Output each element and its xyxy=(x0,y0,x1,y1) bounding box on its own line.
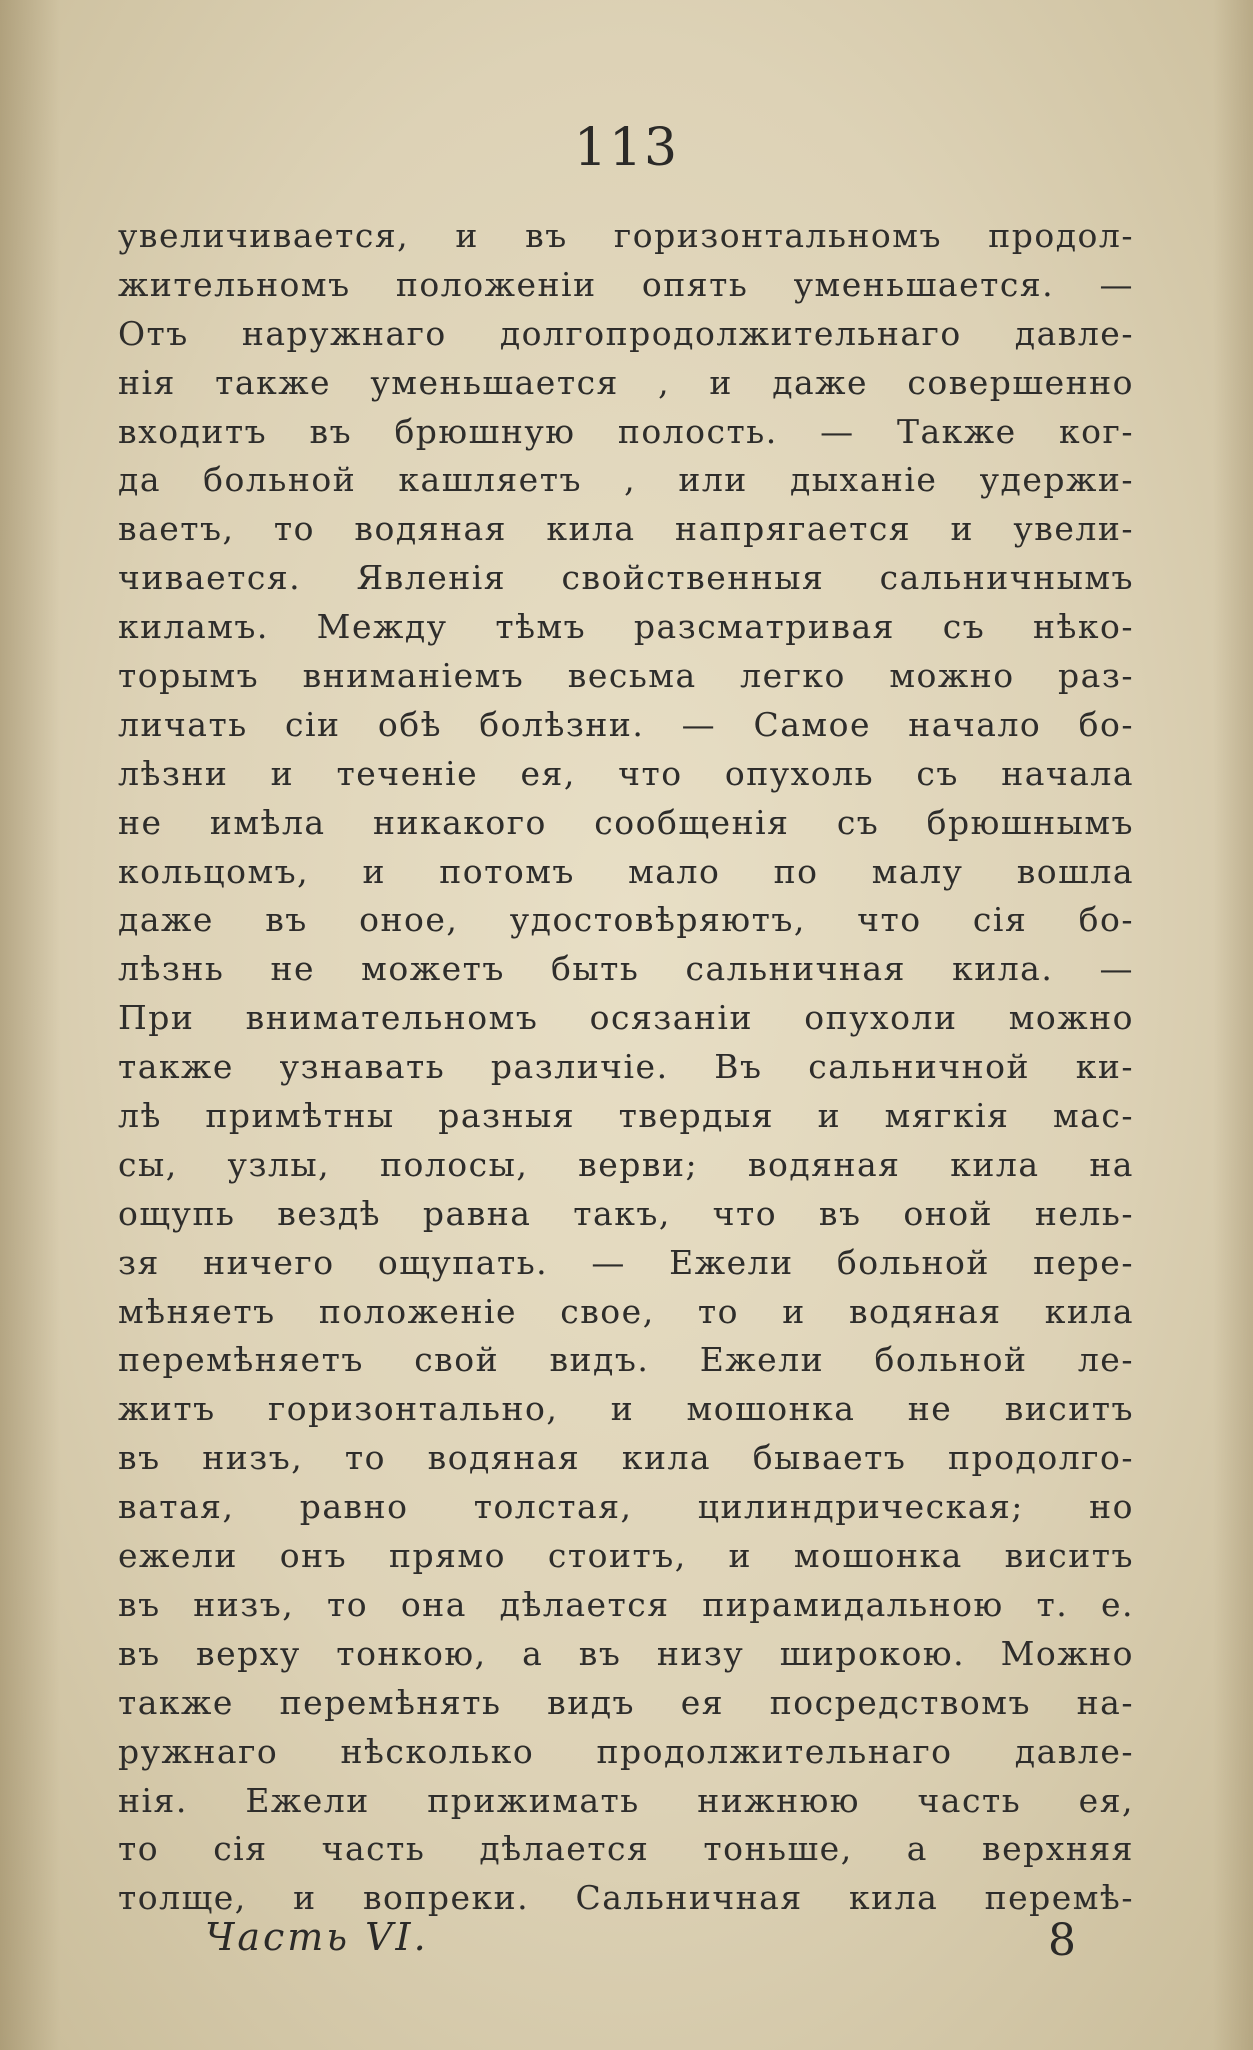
text-line: да больной кашляетъ , или дыханiе удержи- xyxy=(118,460,1134,500)
page-number: 113 xyxy=(573,118,680,178)
text-line: ощупь вездѣ равна такъ, что въ оной нель- xyxy=(118,1193,1134,1233)
text-line: въ низъ, то водяная кила бываетъ продолго- xyxy=(118,1438,1134,1478)
text-line: сы, узлы, полосы, верви; водяная кила на xyxy=(118,1144,1134,1184)
text-line: ежели онъ прямо стоитъ, и мошонка виситъ xyxy=(118,1536,1134,1576)
text-line: также узнавать различiе. Въ сальничной ки- xyxy=(118,1047,1134,1087)
text-line: лѣзни и теченiе ея, что опухоль съ начала xyxy=(118,753,1134,793)
page-edge-shadow xyxy=(0,0,60,2050)
body-text xyxy=(118,212,1134,1923)
text-line: киламъ. Между тѣмъ разсматривая съ нѣко- xyxy=(118,607,1134,647)
text-line: Отъ наружнаго долгопродолжительнаго давле- xyxy=(118,313,1134,353)
text-line: въ верху тонкою, а въ низу широкою. Можно xyxy=(118,1633,1134,1673)
text-line: также перемѣнять видъ ея посредствомъ на- xyxy=(118,1682,1134,1722)
text-line: ватая, равно толстая, цилиндрическая; но xyxy=(118,1487,1134,1527)
text-line: лѣзнь не можетъ быть сальничная кила. — xyxy=(118,949,1134,989)
text-line: входитъ въ брюшную полость. — Также ког- xyxy=(118,411,1134,451)
text-line: житъ горизонтально, и мошонка не виситъ xyxy=(118,1389,1134,1429)
text-line: личать сiи обѣ болѣзни. — Самое начало бо- xyxy=(118,704,1134,744)
text-line: даже въ оное, удостовѣряютъ, что сiя бо- xyxy=(118,900,1134,940)
text-line: чивается. Явленiя свойственныя сальничнымъ xyxy=(118,558,1134,598)
text-line: кольцомъ, и потомъ мало по малу вошла xyxy=(118,851,1134,891)
text-line: ружнаго нѣсколько продолжительнаго давле- xyxy=(118,1731,1134,1771)
volume-part-label: Часть VI. xyxy=(205,1915,429,1959)
text-line: перемѣняетъ свой видъ. Ежели больной ле- xyxy=(118,1340,1134,1380)
text-line: не имѣла никакого сообщенiя съ брюшнымъ xyxy=(118,802,1134,842)
text-line: жительномъ положенiи опять уменьшается. — xyxy=(118,264,1134,304)
text-line: нiя также уменьшается , и даже совершенно xyxy=(118,362,1134,402)
text-line: то сiя часть дѣлается тоньше, а верхняя xyxy=(118,1829,1134,1869)
text-line: лѣ примѣтны разныя твердыя и мягкiя мас- xyxy=(118,1096,1134,1136)
text-line: торымъ вниманiемъ весьма легко можно раз- xyxy=(118,656,1134,696)
text-line: нiя. Ежели прижимать нижнюю часть ея, xyxy=(118,1780,1134,1820)
text-line: ваетъ, то водяная кила напрягается и увели- xyxy=(118,509,1134,549)
signature-mark: 8 xyxy=(1048,1915,1076,1966)
text-line: увеличивается, и въ горизонтальномъ продол- xyxy=(118,216,1134,255)
text-line: При внимательномъ осязанiи опухоли можно xyxy=(118,998,1134,1038)
text-line: толще, и вопреки. Сальничная кила перемѣ- xyxy=(118,1878,1134,1918)
text-line: зя ничего ощупать. — Ежели больной пере- xyxy=(118,1242,1134,1282)
text-line: въ низъ, то она дѣлается пирамидальною т. е. xyxy=(118,1584,1134,1624)
text-line: мѣняетъ положенiе свое, то и водяная кила xyxy=(118,1291,1134,1331)
page-edge-shadow-right xyxy=(1213,0,1253,2050)
